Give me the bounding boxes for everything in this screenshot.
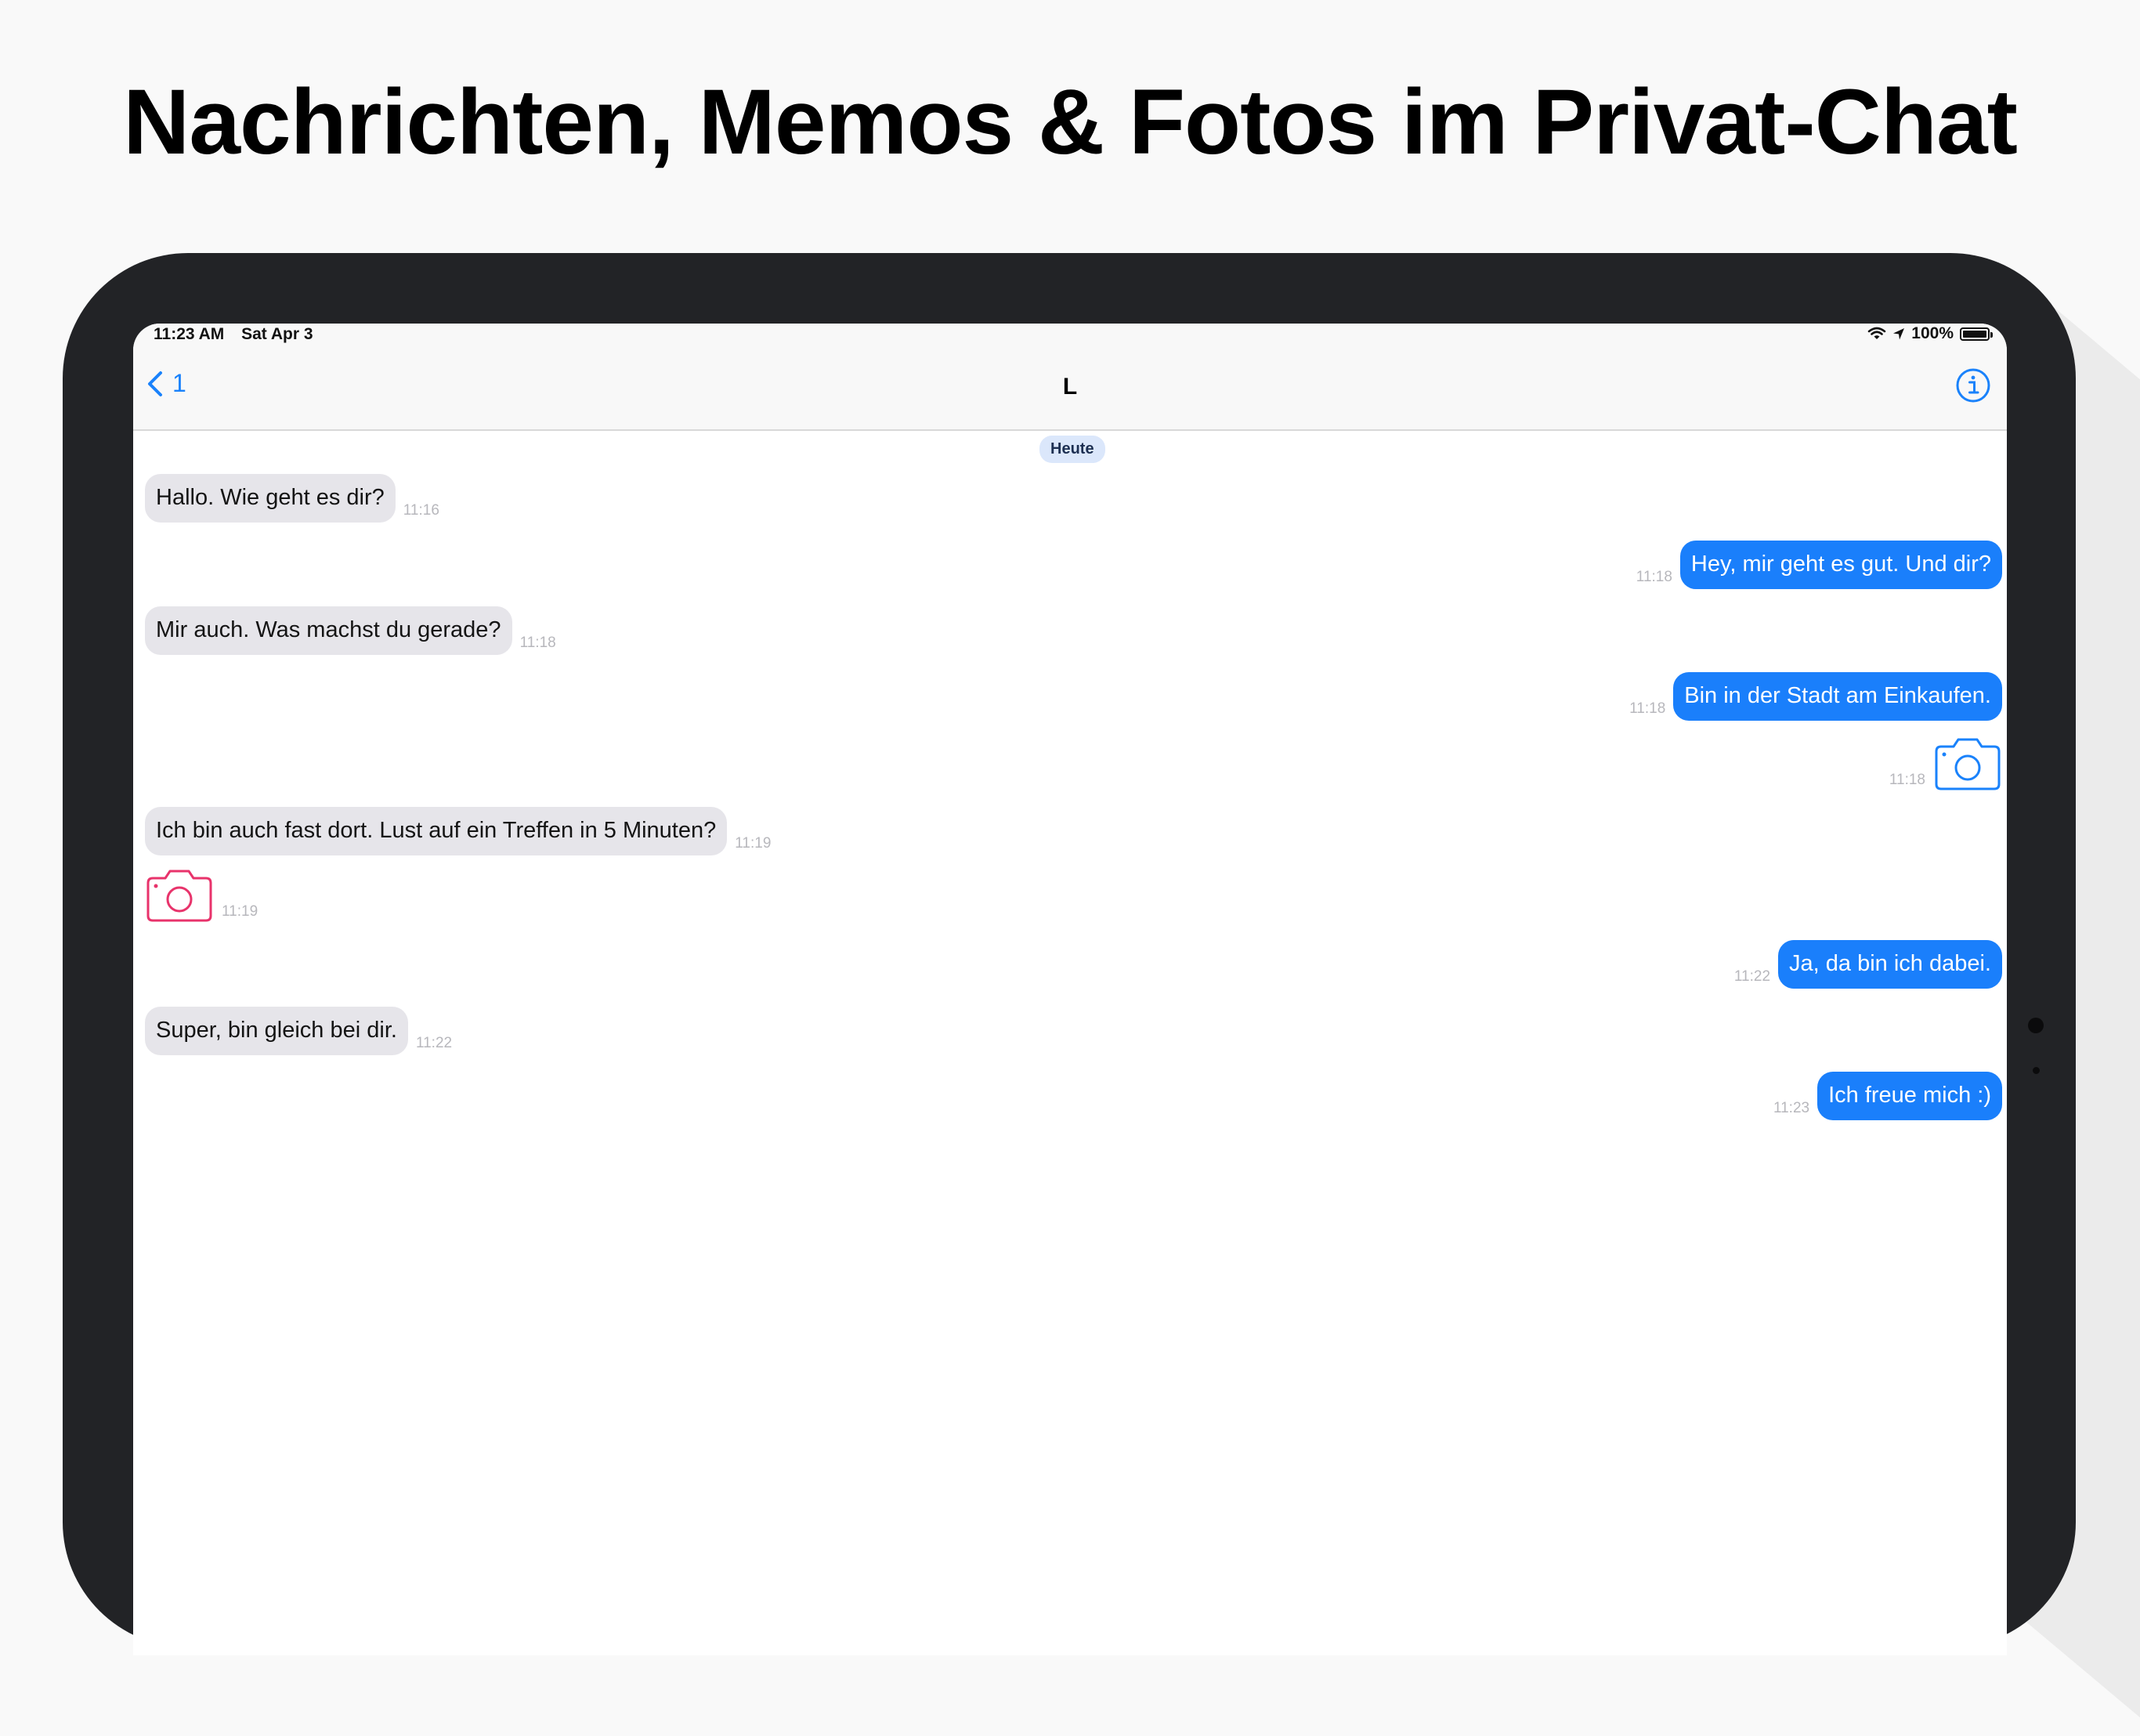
message-time: 11:18 [1629, 700, 1666, 717]
message-time: 11:22 [1733, 968, 1771, 985]
message-outgoing [1773, 1072, 2002, 1120]
message-outgoing [1636, 541, 2002, 589]
message-incoming [145, 1007, 452, 1055]
message-bubble[interactable]: Hey, mir geht es gut. Und dir? [1680, 541, 2002, 589]
date-separator: Heute [1039, 436, 1105, 463]
camera-dot [2028, 1018, 2044, 1033]
camera-icon[interactable] [145, 869, 214, 924]
sensor-dot [2033, 1067, 2040, 1074]
message-incoming [145, 807, 771, 855]
message-bubble[interactable]: Ich bin auch fast dort. Lust auf ein Treffen in 5 Minuten? [145, 807, 727, 855]
status-date: Sat Apr 3 [241, 325, 313, 343]
message-outgoing [1629, 672, 2002, 721]
navigation-bar [133, 347, 2007, 431]
message-time: 11:19 [735, 835, 772, 852]
message-time: 11:18 [519, 635, 556, 651]
message-bubble[interactable]: Bin in der Stadt am Einkaufen. [1673, 672, 2002, 721]
location-icon [1892, 327, 1905, 341]
message-time: 11:22 [415, 1035, 453, 1051]
photo-message-incoming [145, 869, 258, 924]
wifi-icon [1867, 327, 1886, 341]
message-incoming [145, 474, 439, 523]
app-screen [133, 324, 2007, 1655]
headline: Nachrichten, Memos & Fotos im Privat-Chat [123, 71, 2017, 174]
info-button[interactable] [1955, 367, 1991, 407]
message-bubble[interactable]: Super, bin gleich bei dir. [145, 1007, 408, 1055]
message-bubble[interactable]: Mir auch. Was machst du gerade? [145, 606, 512, 655]
message-outgoing [1734, 940, 2002, 989]
info-icon [1955, 367, 1991, 403]
message-time: 11:16 [403, 502, 439, 519]
message-incoming [145, 606, 556, 655]
message-time: 11:18 [1889, 772, 1925, 788]
back-count: 1 [172, 369, 186, 397]
status-time: 11:23 AM [154, 325, 225, 343]
battery-icon [1960, 327, 1990, 341]
message-time: 11:18 [1636, 569, 1672, 585]
photo-message-outgoing [1889, 737, 2002, 792]
status-bar [133, 324, 2007, 347]
chat-title: L [1062, 374, 1078, 400]
battery-percent: 100% [1911, 324, 1954, 342]
message-time: 11:23 [1773, 1100, 1810, 1116]
message-bubble[interactable]: Hallo. Wie geht es dir? [145, 474, 396, 523]
message-bubble[interactable]: Ich freue mich :) [1817, 1072, 2002, 1120]
camera-icon[interactable] [1933, 737, 2002, 792]
message-bubble[interactable]: Ja, da bin ich dabei. [1778, 940, 2002, 989]
message-time: 11:19 [222, 903, 258, 920]
